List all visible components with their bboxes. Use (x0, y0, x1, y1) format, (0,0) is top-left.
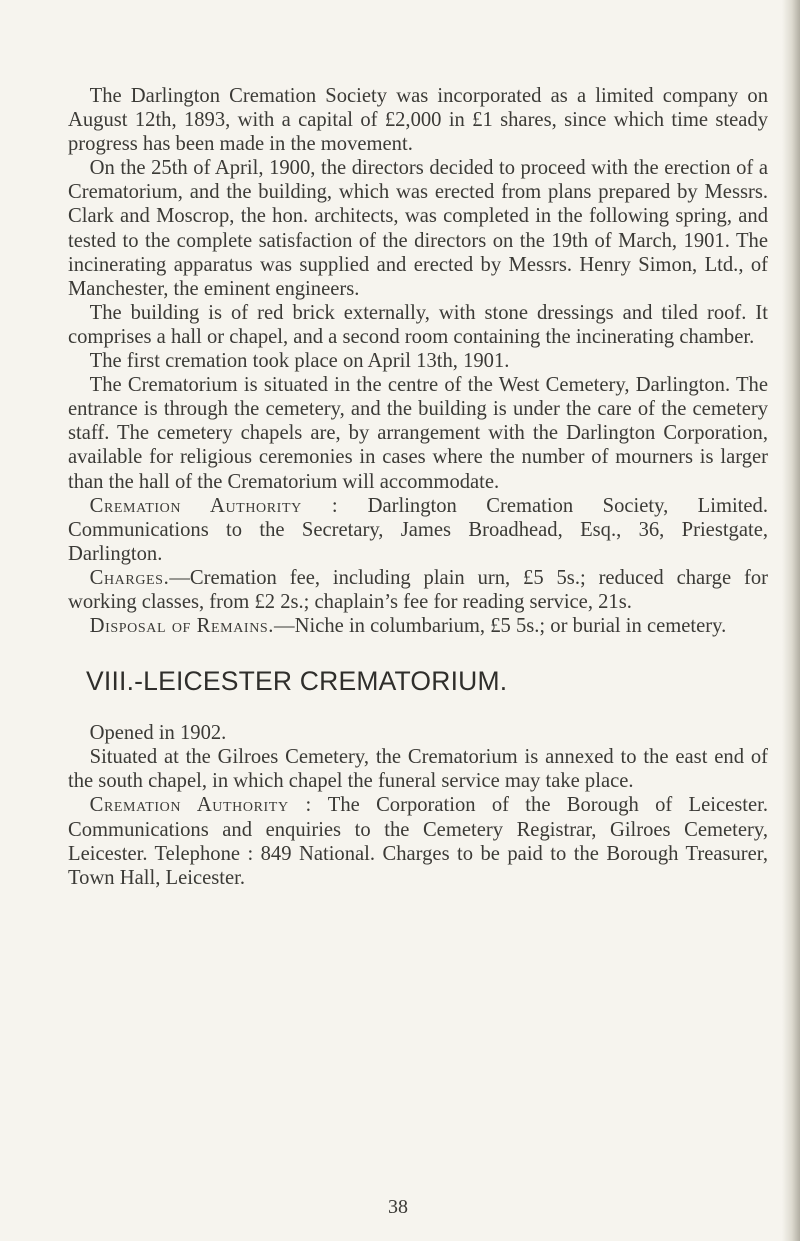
authority-text: Darlington Cremation Society, Limited. Communications to the Secretary, James Broadhead, Esq., 36, Priestgate, Darlington. (68, 494, 768, 565)
paragraph-disposal (68, 614, 768, 638)
paragraph-authority-leicester (68, 793, 768, 889)
paragraph-opened: Opened in 1902. (89, 722, 227, 745)
body-text (68, 84, 768, 890)
paragraph-incorporation: The Darlington Cremation Society was incorporated as a limited company on August 12th, 1893, with a capital of £2,000 in £1 shares, since which time steady progress has been made in the movement. (68, 85, 768, 156)
page-edge-shadow (782, 0, 800, 1241)
disposal-text: —Niche in columbarium, £5 5s.; or burial in cemetery. (274, 615, 727, 638)
charges-text: —Cremation fee, including plain urn, £5 5s.; reduced charge for working classes, from £2 2s.; chaplain’s fee for reading service, 21s. (68, 566, 768, 613)
paragraph-charges (68, 566, 768, 614)
authority-label: Cremation Authority : (89, 494, 339, 517)
charges-label: Charges. (89, 566, 170, 589)
paragraph-building: The building is of red brick externally, with stone dressings and tiled roof. It comprises a hall or chapel, and a second room containing the incinerating chamber. (68, 301, 768, 348)
section-heading-leicester: VIII.-LEICESTER CREMATORIUM. (86, 666, 508, 697)
paragraph-erection: On the 25th of April, 1900, the directors decided to proceed with the erection of a Crematorium, and the building, which was erected from plans prepared by Messrs. Clark and Moscrop, the hon. architects, was completed in the following spring, and tested to the complete satisfaction of the directors on the 19th of March, 1901. The incinerating apparatus was supplied and erected by Messrs. Henry Simon, Ltd., of Manchester, the eminent engineers. (68, 157, 768, 300)
page-number: 38 (388, 1196, 408, 1218)
authority-label: Cremation Authority : (89, 794, 312, 817)
disposal-label: Disposal of Remains. (89, 615, 275, 638)
paragraph-gilroes: Situated at the Gilroes Cemetery, the Crematorium is annexed to the east end of the south chapel, in which chapel the funeral service may take place. (68, 746, 768, 793)
paragraph-first-cremation: The first cremation took place on April 13th, 1901. (89, 350, 510, 373)
paragraph-authority-darlington (68, 494, 768, 566)
authority-text: The Corporation of the Borough of Leicester. Communications and enquiries to the Cemetery Registrar, Gilroes Cemetery, Leicester. Telephone : 849 National. Charges to be paid to the Borough Treasurer, Town Hall, Leicester. (68, 794, 769, 889)
paragraph-situation: The Crematorium is situated in the centre of the West Cemetery, Darlington. The entrance is through the cemetery, and the building is under the care of the cemetery staff. The cemetery chapels are, by arrangement with the Darlington Corporation, available for religious ceremonies in cases where the number of mourners is larger than the hall of the Crematorium will accommodate. (68, 374, 768, 493)
